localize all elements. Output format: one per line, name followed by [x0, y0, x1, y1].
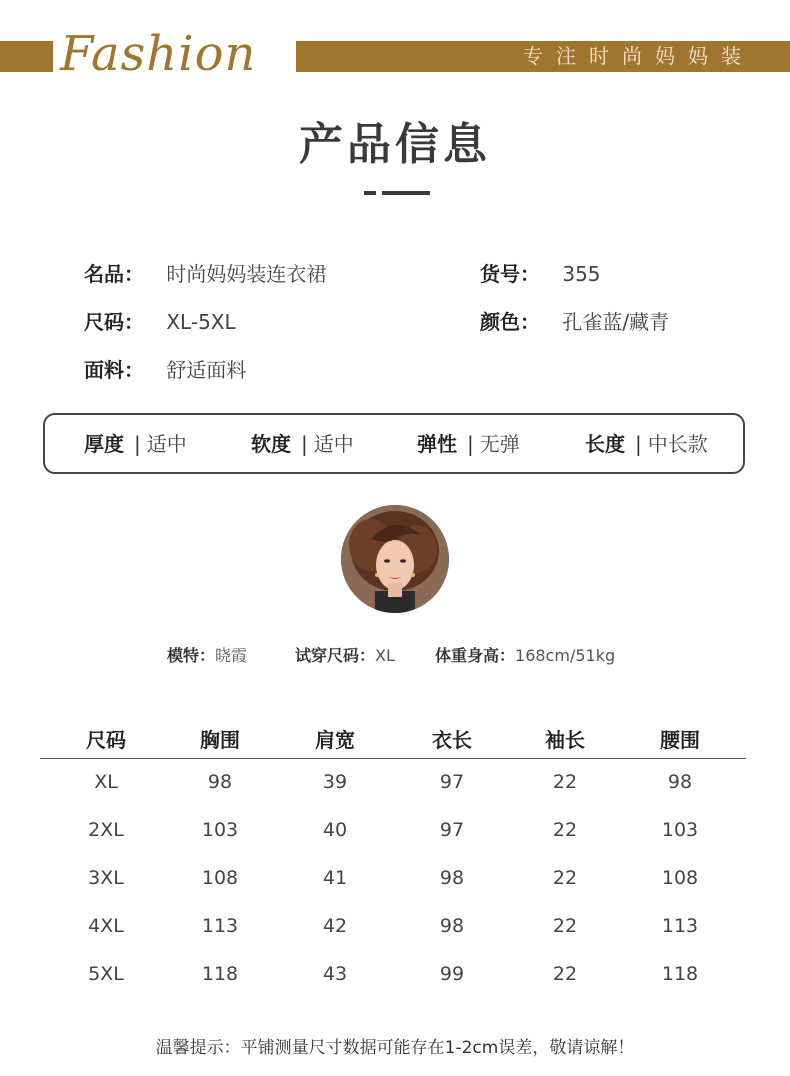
- table-cell: 113: [661, 915, 699, 937]
- banner-bar-left: [0, 41, 53, 72]
- model-name-value: 晓霞: [215, 646, 248, 665]
- attribute-value: 无弹: [479, 432, 520, 456]
- model-try-size-label: 试穿尺码：: [295, 646, 376, 665]
- table-cell: 40: [322, 819, 348, 841]
- table-cell: 108: [661, 867, 699, 889]
- attribute-separator: |: [467, 432, 474, 456]
- table-cell: 42: [322, 915, 348, 937]
- table-cell: 98: [439, 915, 465, 937]
- table-cell: 108: [201, 867, 239, 889]
- info-color-label: 颜色：: [480, 310, 540, 334]
- table-cell: XL: [94, 771, 118, 793]
- table-cell: 97: [439, 771, 465, 793]
- measurement-note: 温馨提示：平铺测量尺寸数据可能存在1-2cm误差，敬请谅解！: [155, 1038, 635, 1058]
- table-cell: 103: [201, 819, 239, 841]
- info-fabric-label: 面料：: [84, 358, 144, 382]
- table-cell: 98: [439, 867, 465, 889]
- model-body-value: 168cm/51kg: [515, 646, 616, 665]
- table-cell: 98: [667, 771, 693, 793]
- brand-logo: Fashion: [60, 26, 257, 82]
- model-name-label: 模特：: [167, 646, 216, 665]
- table-header-shoulder: 肩宽: [315, 728, 355, 752]
- banner-slogan: 专注时尚妈妈装: [523, 44, 754, 68]
- section-title: 产品信息: [299, 119, 491, 170]
- info-fabric-value: 舒适面料: [166, 358, 247, 382]
- model-avatar: [341, 505, 449, 613]
- info-item-no: [480, 260, 601, 288]
- model-try-size: [295, 645, 395, 667]
- table-header-chest: 胸围: [200, 728, 240, 752]
- table-cell: 22: [552, 771, 578, 793]
- info-name-value: 时尚妈妈装连衣裙: [166, 262, 327, 286]
- attribute-elasticity: [417, 430, 520, 458]
- info-name-label: 名品：: [84, 262, 144, 286]
- table-cell: 118: [661, 963, 699, 985]
- title-divider-short: [364, 191, 376, 195]
- info-size-value: XL-5XL: [166, 310, 236, 334]
- table-cell: 98: [207, 771, 233, 793]
- attribute-label: 软度: [251, 432, 291, 456]
- attribute-value: 适中: [313, 432, 354, 456]
- attribute-label: 长度: [585, 432, 625, 456]
- info-size-label: 尺码：: [84, 310, 144, 334]
- model-name: [167, 645, 247, 667]
- attribute-value: 适中: [146, 432, 187, 456]
- info-name: [84, 260, 326, 288]
- attribute-label: 厚度: [84, 432, 124, 456]
- info-color: [480, 308, 669, 336]
- table-header-rule: [40, 758, 746, 759]
- info-size: [84, 308, 236, 336]
- table-header-sleeve: 袖长: [545, 728, 585, 752]
- table-cell: 113: [201, 915, 239, 937]
- table-cell: 103: [661, 819, 699, 841]
- table-cell: 39: [322, 771, 348, 793]
- model-body-label: 体重身高：: [435, 646, 516, 665]
- table-header-size: 尺码: [86, 728, 126, 752]
- info-item-no-label: 货号：: [480, 262, 540, 286]
- table-cell: 5XL: [88, 963, 124, 985]
- table-header-length: 衣长: [432, 728, 472, 752]
- table-cell: 22: [552, 867, 578, 889]
- table-cell: 22: [552, 963, 578, 985]
- attribute-label: 弹性: [417, 432, 457, 456]
- table-cell: 22: [552, 819, 578, 841]
- table-cell: 2XL: [88, 819, 124, 841]
- attribute-separator: |: [301, 432, 308, 456]
- model-try-size-value: XL: [375, 646, 395, 665]
- attribute-softness: [251, 430, 354, 458]
- table-cell: 3XL: [88, 867, 124, 889]
- attribute-thickness: [84, 430, 187, 458]
- info-fabric: [84, 356, 246, 384]
- table-cell: 43: [322, 963, 348, 985]
- attribute-separator: |: [635, 432, 642, 456]
- table-cell: 4XL: [88, 915, 124, 937]
- attribute-length: [585, 430, 708, 458]
- table-cell: 118: [201, 963, 239, 985]
- info-color-value: 孔雀蓝/藏青: [562, 310, 670, 334]
- attribute-separator: |: [134, 432, 141, 456]
- attribute-value: 中长款: [647, 432, 708, 456]
- table-cell: 97: [439, 819, 465, 841]
- info-item-no-value: 355: [562, 262, 601, 286]
- table-cell: 99: [439, 963, 465, 985]
- title-divider-long: [382, 191, 430, 195]
- model-portrait-icon: [341, 505, 449, 613]
- model-body: [435, 645, 615, 667]
- table-cell: 41: [322, 867, 348, 889]
- table-cell: 22: [552, 915, 578, 937]
- table-header-waist: 腰围: [660, 728, 700, 752]
